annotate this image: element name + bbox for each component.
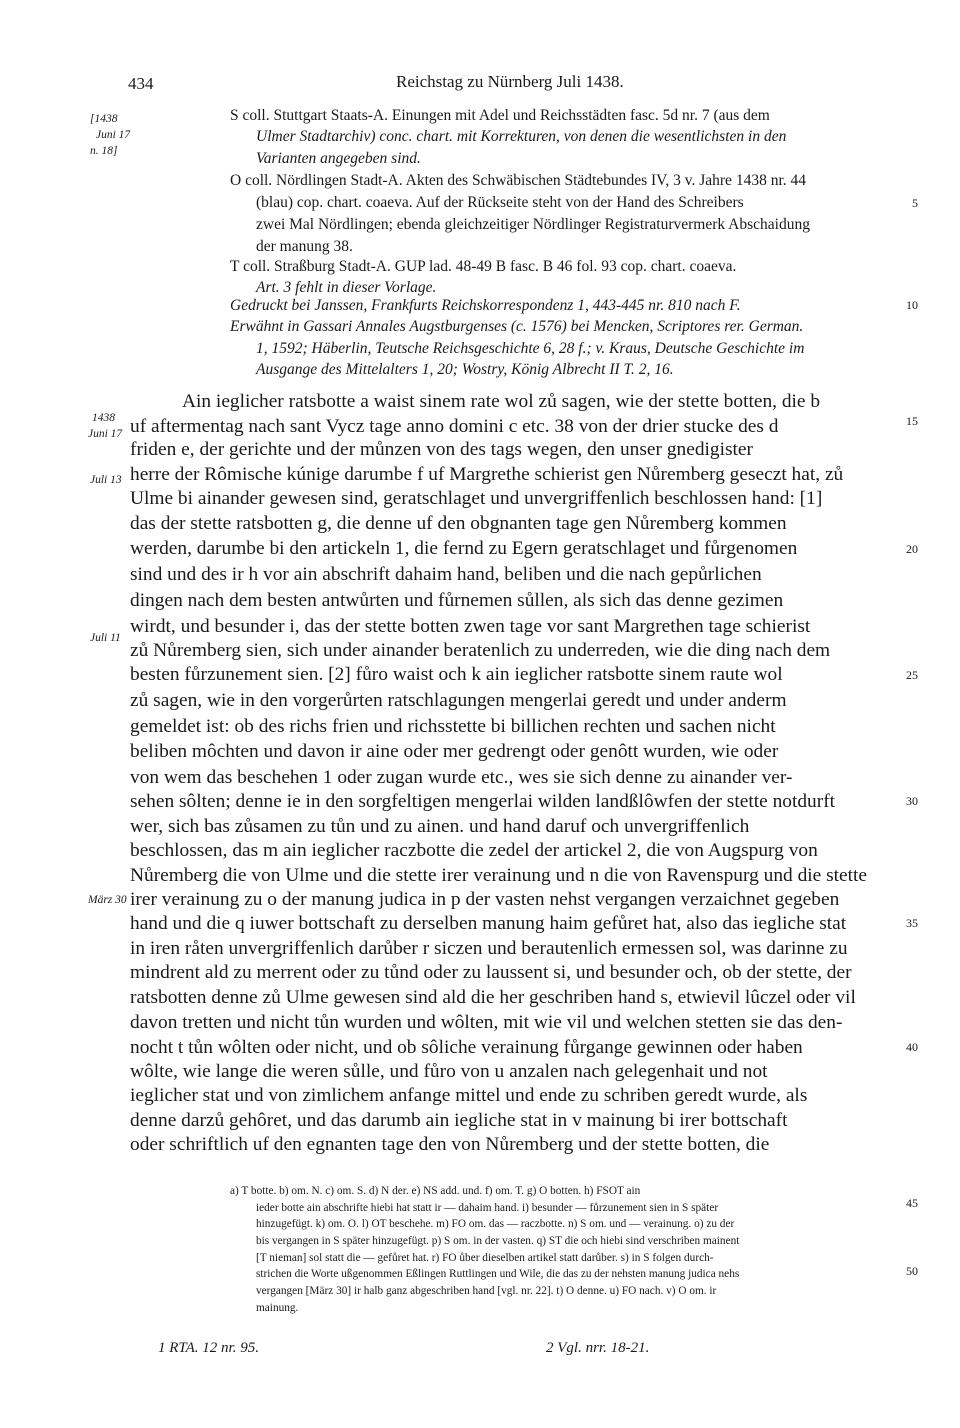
footnote: 2 Vgl. nrr. 18-21. <box>546 1340 650 1356</box>
body-line: ieglicher stat und von zimlichem anfange mittel und ende zu schriben geredt wurde, als <box>130 1085 808 1106</box>
line-number: 50 <box>906 1264 918 1278</box>
line-number: 25 <box>906 668 918 682</box>
body-line: werden, darumbe bi den artickeln 1, die fernd zu Egern geratschlaget und fůrgenomen <box>130 538 798 559</box>
source-line: S coll. Stuttgart Staats-A. Einungen mit Adel und Reichsstädten fasc. 5d nr. 7 (aus dem <box>230 107 770 124</box>
line-number: 30 <box>906 794 918 808</box>
body-line: in iren råten unvergriffenlich darůber r siczen und berautenlich ermessen sol, was darinne zu <box>130 938 848 959</box>
line-number: 15 <box>906 414 918 428</box>
source-line: Gedruckt bei Janssen, Frankfurts Reichskorrespondenz 1, 443-445 nr. 810 nach F. <box>230 297 741 314</box>
source-line: 1, 1592; Häberlin, Teutsche Reichsgeschichte 6, 28 f.; v. Kraus, Deutsche Geschichte im <box>256 340 805 357</box>
body-line: beliben môchten und davon ir aine oder mer gedrengt oder genôtt wurden, wie oder <box>130 741 779 762</box>
body-line: irer verainung zu o der manung judica in p der vasten nehst vergangen verzaichnet gegeben <box>130 889 840 910</box>
body-line: herre der Rômische kúnige darumbe f uf Margrethe schierist gen Nůremberg geseczt hat, zů <box>130 464 844 485</box>
body-line: davon tretten und nicht tůn wurden und wôlten, mit wie vil und welchen stetten sie das den- <box>130 1012 843 1033</box>
side-note: n. 18] <box>90 145 118 157</box>
variant-note: ieder botte ain abschrifte hiebi hat statt ir — dahaim hand. i) besunder — fůrzunement sien in S später <box>256 1202 719 1214</box>
variant-note: [T nieman] sol statt die — gefůret hat. r) FO ůber dieselben artikel statt darůber. s) in S folgen durch- <box>256 1252 714 1264</box>
line-number: 20 <box>906 542 918 556</box>
body-line: oder schriftlich uf den egnanten tage den von Nůremberg und der stette botten, die <box>130 1134 770 1155</box>
source-line: Ausgange des Mittelalters 1, 20; Wostry, König Albrecht II T. 2, 16. <box>256 361 674 378</box>
body-line: gemeldet ist: ob des richs frien und richsstette bi billichen rechten und sachen nicht <box>130 716 776 737</box>
line-number: 5 <box>912 196 918 210</box>
source-line: Varianten angegeben sind. <box>256 150 421 167</box>
source-line: (blau) cop. chart. coaeva. Auf der Rückseite steht von der Hand des Schreibers <box>256 194 744 211</box>
line-number: 45 <box>906 1196 918 1210</box>
line-number: 35 <box>906 916 918 930</box>
source-line: T coll. Straßburg Stadt-A. GUP lad. 48-49 B fasc. B 46 fol. 93 cop. chart. coaeva. <box>230 258 737 275</box>
body-line: uf aftermentag nach sant Vycz tage anno domini c etc. 38 von der drier stucke des d <box>130 416 779 437</box>
body-line: denne darzů gehôret, und das darumb ain iegliche stat in v mainung bi irer bottschaft <box>130 1110 788 1131</box>
running-title: Reichstag zu Nürnberg Juli 1438. <box>396 72 624 91</box>
body-line: nocht t tůn wôlten oder nicht, und ob sôliche verainung fůrgange gewinnen oder haben <box>130 1037 803 1058</box>
body-line: hand und die q iuwer bottschaft zu derselben manung haim gefůret hat, also das iegliche stat <box>130 913 847 934</box>
source-line: Art. 3 fehlt in dieser Vorlage. <box>256 279 437 296</box>
source-line: zwei Mal Nördlingen; ebenda gleichzeitiger Nördlinger Registraturvermerk Abschaidung <box>256 216 810 233</box>
body-line: von wem das beschehen 1 oder zugan wurde etc., wes sie sich denne zu ainander ver- <box>130 767 793 788</box>
source-line: Ulmer Stadtarchiv) conc. chart. mit Korrekturen, von denen die wesentlichsten in den <box>256 128 787 145</box>
body-line: Nůremberg die von Ulme und die stette irer verainung und n die von Ravenspurg und die stette <box>130 865 868 886</box>
source-line: O coll. Nördlingen Stadt-A. Akten des Schwäbischen Städtebundes IV, 3 v. Jahre 1438 nr. 44 <box>230 172 806 189</box>
variant-note: bis vergangen in S später hinzugefügt. p) S om. in der vasten. q) ST die och hiebi sind verschriben mainent <box>256 1235 740 1247</box>
body-line: Ulme bi ainander gewesen sind, geratschlaget und unvergriffenlich beschlossen hand: [1] <box>130 488 823 509</box>
body-line: mindrent ald zu merrent oder zu tůnd oder zu laussent si, und besunder och, ob der stette, der <box>130 962 852 983</box>
body-line: wer, sich bas zůsamen zu tůn und zu ainen. und hand daruf och unvergriffenlich <box>130 816 750 837</box>
side-note: März 30 <box>88 894 127 906</box>
source-line: der manung 38. <box>256 238 353 255</box>
body-line: das der stette ratsbotten g, die denne uf den obgnanten tage gen Nůremberg kommen <box>130 513 787 534</box>
body-line: dingen nach dem besten antwůrten und fůrnemen sůllen, als sich das denne gezimen <box>130 590 784 611</box>
side-note: Juli 13 <box>90 474 122 486</box>
body-line: friden e, der gerichte und der můnzen von des tags wegen, den unser gnedigister <box>130 439 753 460</box>
body-line: zů Nůremberg sien, sich under ainander beratenlich zu underreden, wie die ding nach dem <box>130 640 831 661</box>
side-note: Juli 11 <box>90 632 121 644</box>
line-number: 40 <box>906 1040 918 1054</box>
body-line: wirdt, und besunder i, das der stette botten zwen tage vor sant Margrethen tage schierist <box>130 616 811 637</box>
page-number: 434 <box>128 74 154 93</box>
body-line: ratsbotten denne zů Ulme gewesen sind ald die her geschriben hand s, etwievil lûczel oder vil <box>130 987 856 1008</box>
side-note: [1438 <box>90 113 118 125</box>
side-note: Juni 17 <box>88 428 123 440</box>
body-line: sind und des ir h vor ain abschrift dahaim hand, beliben und die nach gepůrlichen <box>130 564 762 585</box>
source-line: Erwähnt in Gassari Annales Augstburgenses (c. 1576) bei Mencken, Scriptores rer. German. <box>230 318 804 335</box>
body-line: wôlte, wie lange die weren sůlle, und fůro von u anzalen nach gelegenhait und not <box>130 1061 768 1082</box>
footnote: 1 RTA. 12 nr. 95. <box>158 1340 259 1356</box>
variant-note: strichen die Worte ußgenommen Eßlingen Ruttlingen und Wile, die das zu der nehsten manung judica nehs <box>256 1268 740 1280</box>
body-line: besten fůrzunement sien. [2] fůro waist och k ain ieglicher ratsbotte sinem raute wol <box>130 664 783 685</box>
body-line: zů sagen, wie in den vorgerůrten ratschlagungen mengerlai geredt und under anderm <box>130 690 787 711</box>
body-line: Ain ieglicher ratsbotte a waist sinem rate wol zů sagen, wie der stette botten, die b <box>182 391 821 412</box>
line-number: 10 <box>906 298 918 312</box>
side-note: Juni 17 <box>96 129 131 141</box>
variant-note: mainung. <box>256 1302 299 1314</box>
side-note: 1438 <box>92 412 115 424</box>
variant-note: vergangen [März 30] ir halb ganz abgeschriben hand [vgl. nr. 22]. t) O denne. u) FO nach. v) O om. ir <box>256 1285 717 1297</box>
variant-note: hinzugefügt. k) om. O. l) OT beschehe. m) FO om. das — raczbotte. n) S om. und — verainung. o) zu der <box>256 1218 735 1230</box>
body-line: beschlossen, das m ain ieglicher raczbotte die zedel der artickel 2, die von Augspurg von <box>130 840 818 861</box>
body-line: sehen sôlten; denne ie in den sorgfeltigen mengerlai wilden landßlôwfen der stette notdurft <box>130 791 836 812</box>
variant-note: a) T botte. b) om. N. c) om. S. d) N der. e) NS add. und. f) om. T. g) O botten. h) FSOT ain <box>230 1185 641 1197</box>
